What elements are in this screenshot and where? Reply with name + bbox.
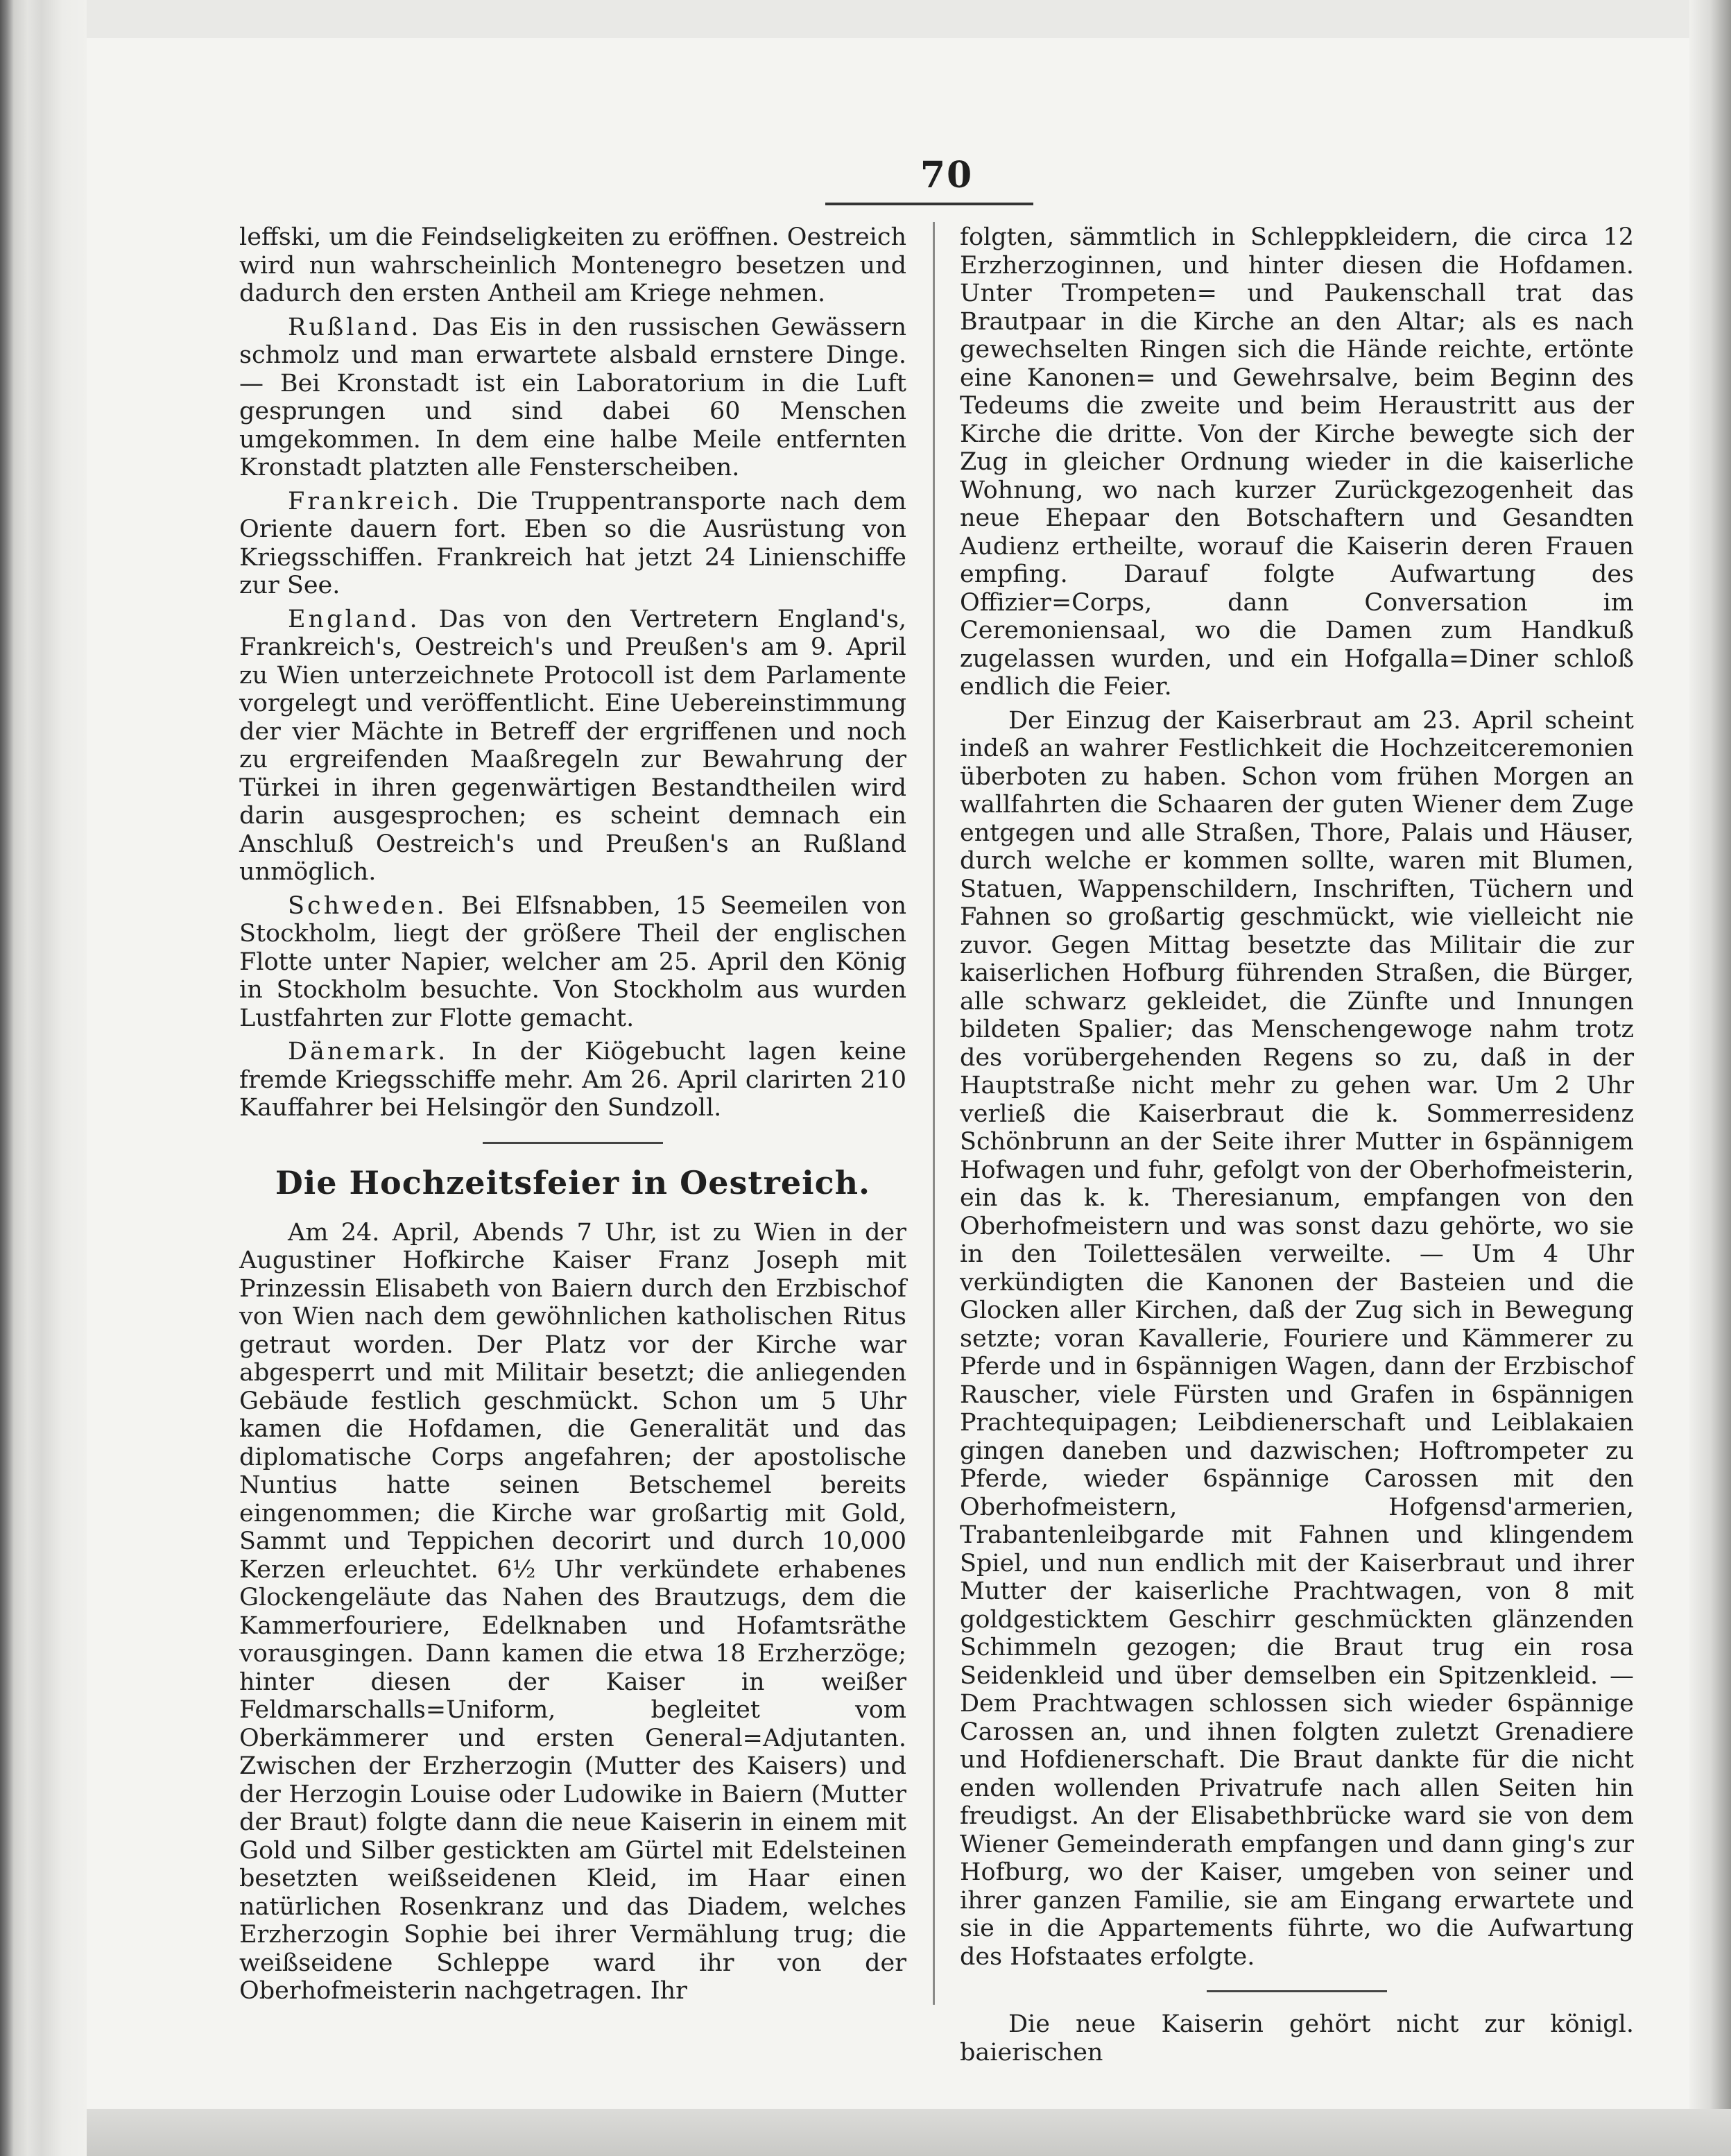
news-text: Das von den Vertretern England's, Frankreich's, Oestreich's und Preußen's am 9. April zu Wien unterzeichnete Protocoll ist dem Parlamente vorgelegt und veröffentlicht. Eine Uebereinstimmung der vier Mächte in Betreff der ergriffenen und noch zu ergreifenden Maaßregeln zur Bewahrung der Türkei in ihren gegenwärtigen Bestandtheilen wird darin ausgesprochen; es scheint demnach ein Anschluß Oestreich's und Preußen's an Rußland unmöglich. [239, 605, 906, 886]
page-number-rule [825, 203, 1033, 205]
news-item-frankreich [239, 488, 906, 600]
article-paragraph: Der Einzug der Kaiserbraut am 23. April scheint indeß an wahrer Festlichkeit die Hochzeitceremonien überboten zu haben. Schon vom frühen Morgen an wallfahrten die Schaaren der guten Wiener dem Zuge entgegen und alle Straßen, Thore, Palais und Häuser, durch welche er kommen sollte, waren mit Blumen, Statuen, Wappenschildern, Inschriften, Tüchern und Fahnen so großartig geschmückt, wie vielleicht nie zuvor. Gegen Mittag besetzte das Militair die zur kaiserlichen Hofburg führenden Straßen, die Bürger, alle schwarz gekleidet, die Zünfte und Innungen bildeten Spalier; das Menschengewoge nahm trotz des vorübergehenden Regens so zu, daß in der Hauptstraße nicht mehr zu gehen war. Um 2 Uhr verließ die Kaiserbraut die k. Sommerresidenz Schönbrunn an der Seite ihrer Mutter in 6spännigem Hofwagen und fuhr, gefolgt von der Oberhofmeisterin, ein das k. k. Theresianum, empfangen von den Oberhofmeistern und was sonst dazu gehörte, wo sie in den Toilettesälen verweilte. — Um 4 Uhr verkündigten die Kanonen der Basteien und die Glocken aller Kirchen, daß der Zug sich in Bewegung setzte; voran Kavallerie, Fouriere und Kämmerer zu Pferde und in 6spännigen Wagen, dann der Erzbischof Rauscher, viele Fürsten und Grafen in 6spännigen Prachtequipagen; Leibdienerschaft und Leiblakaien gingen daneben und dazwischen; Hoftrompeter zu Pferde, wieder 6spännige Carossen mit den Oberhofmeistern, Hofgensd'armerien, Trabantenleibgarde mit Fahnen und klingendem Spiel, und nun endlich mit der Kaiserbraut und ihrer Mutter der kaiserliche Prachtwagen, von 8 mit goldgesticktem Geschirr geschmückten glänzenden Schimmeln gezogen; die Braut trug ein rosa Seidenkleid und über demselben ein Spitzenkleid. — Dem Prachtwagen schlossen sich wieder 6spännige Carossen an, und ihnen folgten zuletzt Grenadiere und Hofdienerschaft. Die Braut dankte für die nicht enden wollenden Privatrufe nach allen Seiten hin freudigst. An der Elisabethbrücke ward sie von dem Wiener Gemeinderath empfangen und dann ging's zur Hofburg, wo der Kaiser, umgeben von seiner und ihrer ganzen Familie, sie am Eingang erwartete und sie in die Appartements führte, wo die Aufwartung des Hofstaates erfolgte. [960, 706, 1634, 1971]
news-item-daenemark [239, 1038, 906, 1122]
country-label: Rußland. [288, 313, 422, 341]
column-divider [933, 222, 935, 2005]
country-label: Frankreich. [288, 487, 463, 515]
article-paragraph: Am 24. April, Abends 7 Uhr, ist zu Wien in der Augustiner Hofkirche Kaiser Franz Joseph mit Prinzessin Elisabeth von Baiern durch den Erzbischof von Wien nach dem gewöhnlichen katholischen Ritus getraut worden. Der Platz vor der Kirche war abgesperrt und mit Militair besetzt; die anliegenden Gebäude festlich geschmückt. Schon um 5 Uhr kamen die Hofdamen, die Generalität und das diplomatische Corps angefahren; der apostolische Nuntius hatte seinen Betschemel bereits eingenommen; die Kirche war großartig mit Gold, Sammt und Teppichen decorirt und durch 10,000 Kerzen erleuchtet. 6½ Uhr verkündete erhabenes Glockengeläute das Nahen des Brautzugs, dem die Kammerfouriere, Edelknaben und Hofamtsräthe vorausgingen. Dann kamen die etwa 18 Erzherzöge; hinter diesen der Kaiser in weißer Feldmarschalls=Uniform, begleitet vom Oberkämmerer und ersten General=Adjutanten. Zwischen der Erzherzogin (Mutter des Kaisers) und der Herzogin Louise oder Ludowike in Baiern (Mutter der Braut) folgte dann die neue Kaiserin in einem mit Gold und Silber gestickten am Gürtel mit Edelsteinen besetzten weißseidenen Kleid, im Haar einen natürlichen Rosenkranz und das Diadem, welches Erzherzogin Sophie bei ihrer Vermählung trug; die weißseidene Schleppe ward ihr von der Oberhofmeisterin nachgetragen. Ihr [239, 1218, 906, 2005]
page-number: 70 [920, 154, 974, 196]
news-text: Die Truppentransporte nach dem Oriente dauern fort. Eben so die Ausrüstung von Kriegsschiffen. Frankreich hat jetzt 24 Linienschiffe zur See. [239, 487, 906, 599]
news-text: Das Eis in den russischen Gewässern schmolz und man erwartete alsbald ernstere Dinge. — Bei Kronstadt ist ein Laboratorium in die Luft gesprungen und sind dabei 60 Menschen umgekommen. In dem eine halbe Meile entfernten Kronstadt platzten alle Fensterscheiben. [239, 313, 906, 481]
paragraph-continuation: leffski, um die Feindseligkeiten zu eröffnen. Oestreich wird nun wahrscheinlich Montenegro besetzen und dadurch den ersten Antheil am Kriege nehmen. [239, 223, 906, 307]
page-edge-right [1689, 0, 1731, 2156]
page-stack-edge-bottom [87, 2109, 1731, 2156]
section-divider [483, 1142, 663, 1144]
page-stack-edge-left [0, 0, 87, 2156]
country-label: Schweden. [288, 891, 447, 920]
article-paragraph: Die neue Kaiserin gehört nicht zur königl. baierischen [960, 2010, 1634, 2067]
country-label: Dänemark. [288, 1038, 449, 1066]
article-paragraph-continuation: folgten, sämmtlich in Schleppkleidern, die circa 12 Erzherzoginnen, und hinter diesen die Hofdamen. Unter Trompeten= und Paukenschall trat das Brautpaar in die Kirche an den Altar; als es nach gewechselten Ringen sich die Hände reichte, ertönte eine Kanonen= und Gewehrsalve, beim Beginn des Tedeums die zweite und beim Heraustritt aus der Kirche die dritte. Von der Kirche bewegte sich der Zug in gleicher Ordnung wieder in die kaiserliche Wohnung, wo nach kurzer Zurückgezogenheit das neue Ehepaar den Botschaftern und Gesandten Audienz ertheilte, worauf die Kaiserin deren Frauen empfing. Darauf folgte Aufwartung des Offizier=Corps, dann Conversation im Ceremoniensaal, wo die Damen zum Handkuß zugelassen wurden, und ein Hofgalla=Diner schloß endlich die Feier. [960, 223, 1634, 701]
section-divider [1207, 1990, 1387, 1992]
news-item-schweden [239, 892, 906, 1033]
left-column [239, 223, 906, 2005]
news-text: Bei Elfsnabben, 15 Seemeilen von Stockholm, liegt der größere Theil der englischen Flotte unter Napier, welcher am 25. April den König in Stockholm besuchte. Von Stockholm aus wurden Lustfahrten zur Flotte gemacht. [239, 891, 906, 1032]
country-label: England. [288, 605, 420, 633]
right-column [960, 223, 1634, 2067]
article-heading: Die Hochzeitsfeier in Oestreich. [275, 1163, 871, 1201]
news-item-england [239, 606, 906, 887]
news-item-russland [239, 314, 906, 482]
news-text: In der Kiögebucht lagen keine fremde Kriegsschiffe mehr. Am 26. April clarirten 210 Kauffahrer bei Helsingör den Sundzoll. [239, 1038, 906, 1122]
